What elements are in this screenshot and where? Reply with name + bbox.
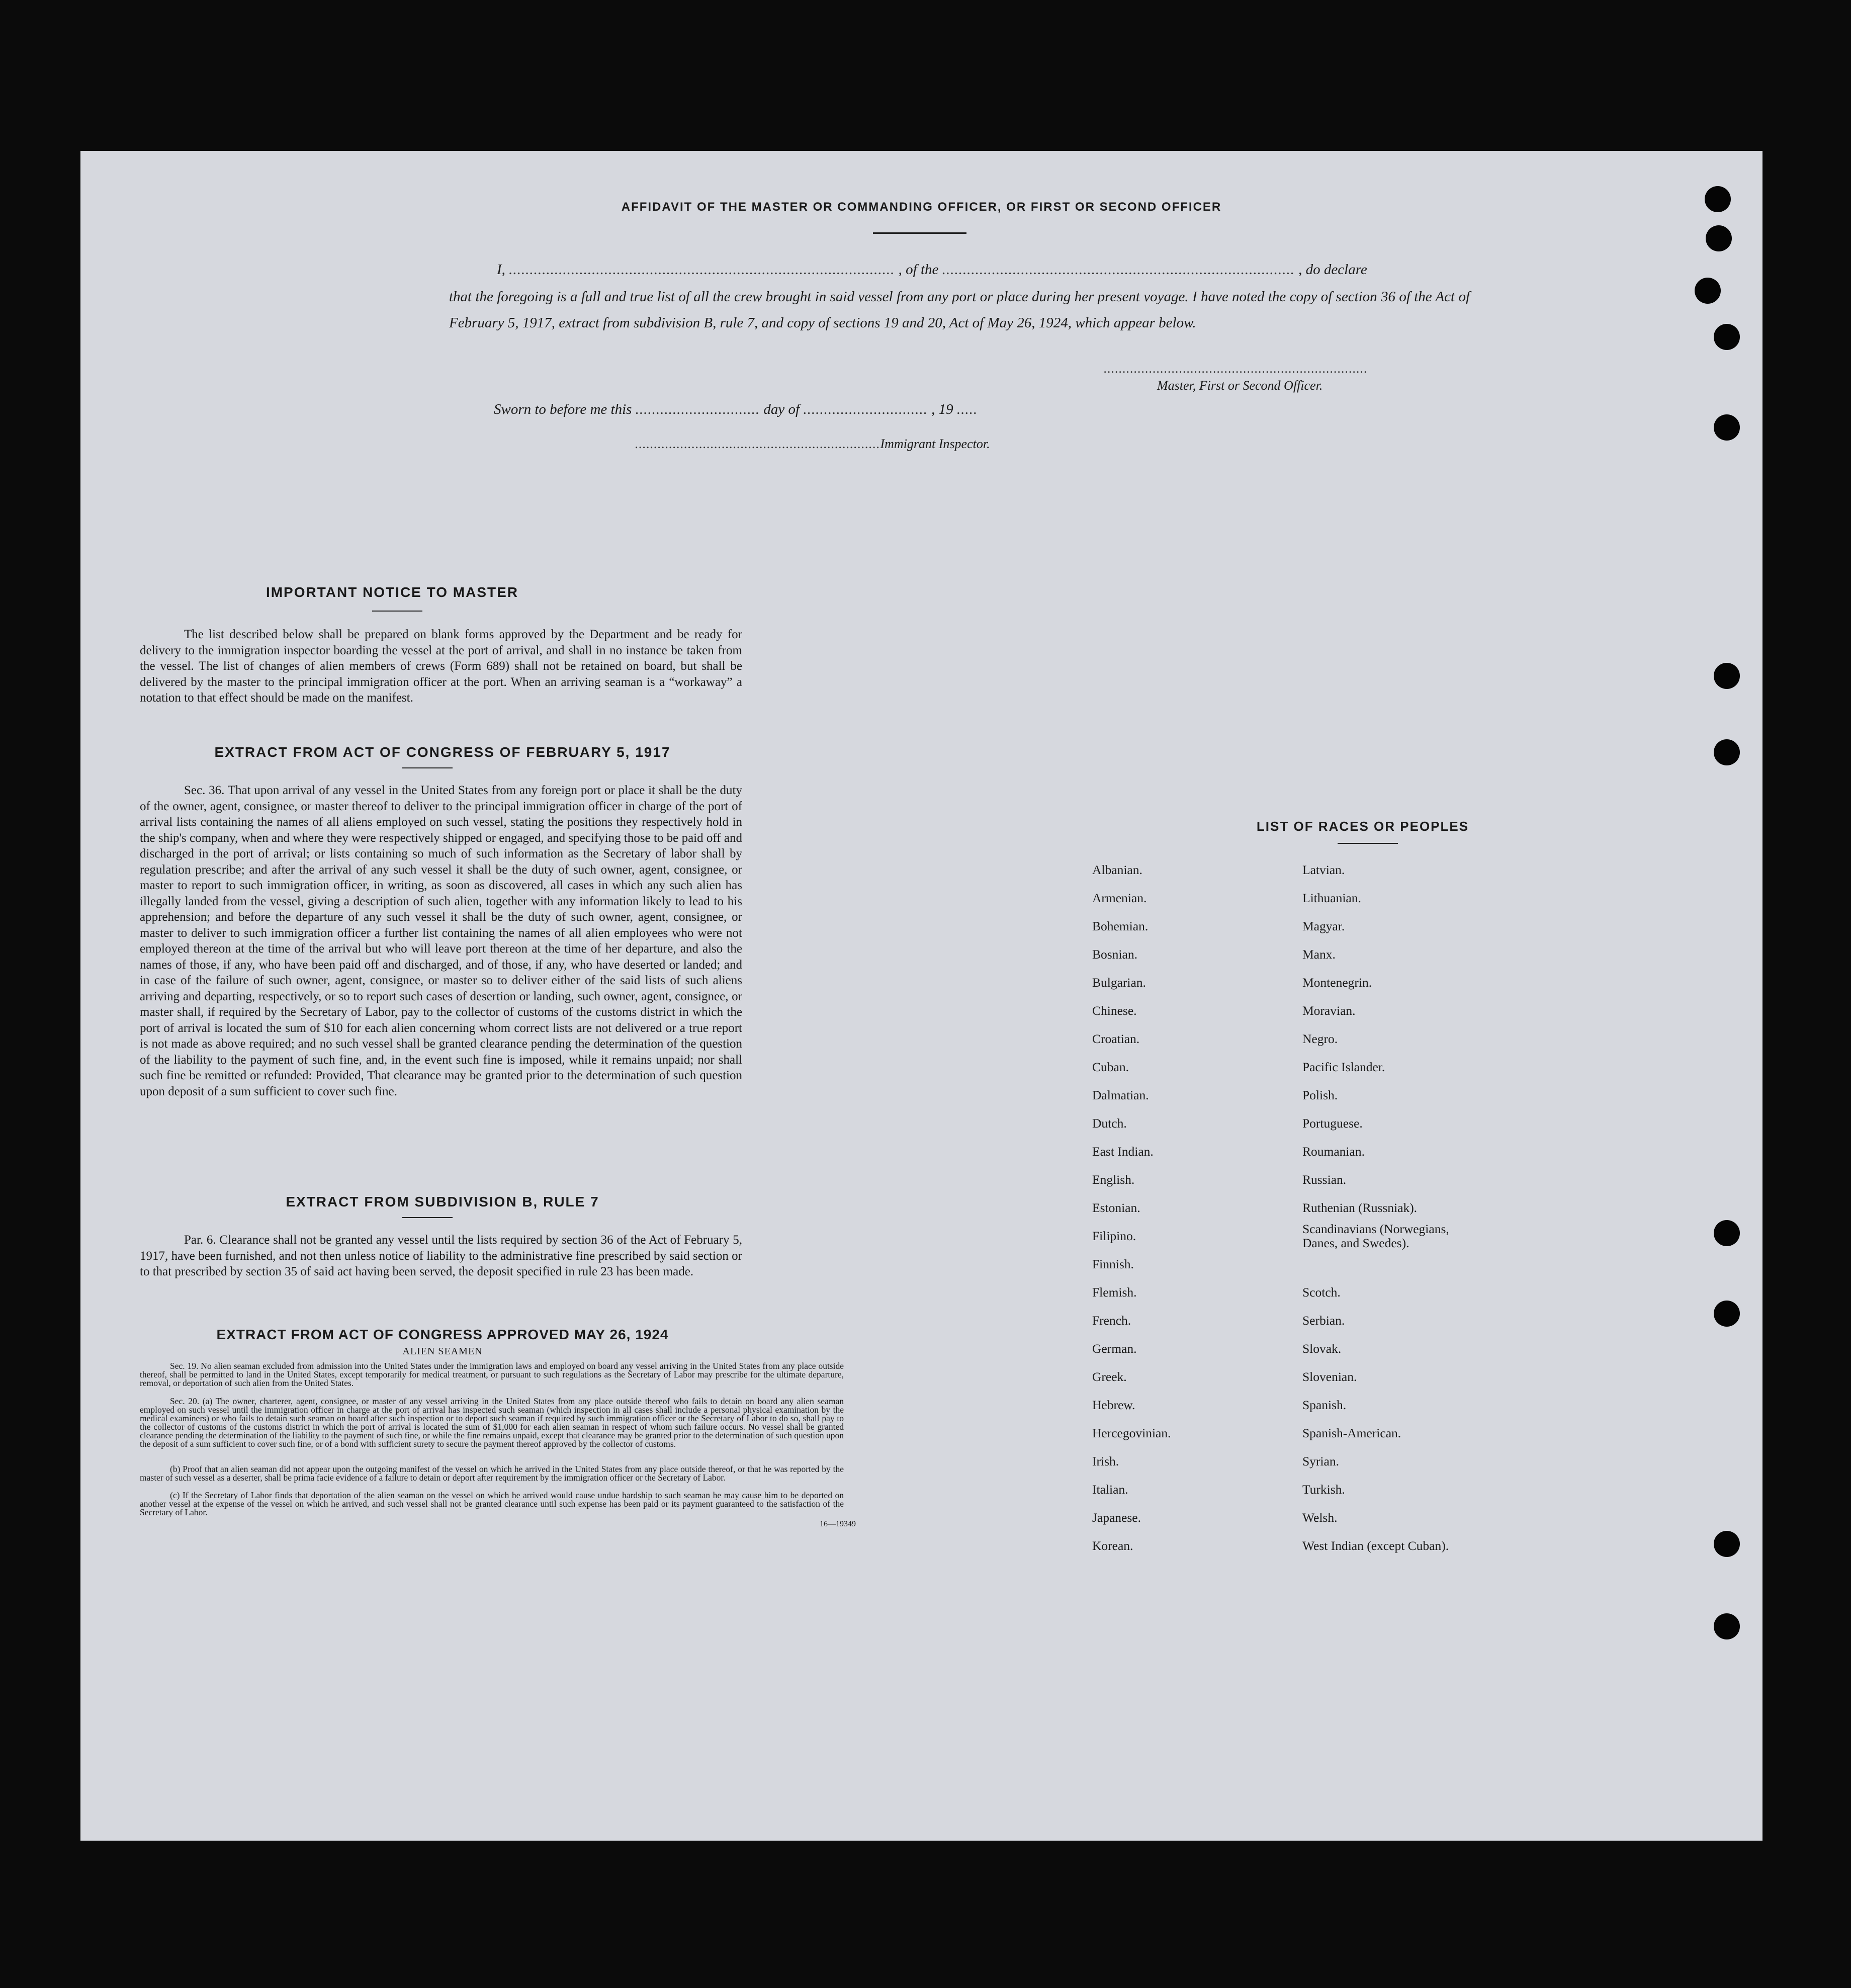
race-item: Latvian. — [1302, 862, 1345, 877]
race-item: Dalmatian. — [1092, 1088, 1149, 1102]
extract-1917-body: Sec. 36. That upon arrival of any vessel in the United States from any foreign port or place it shall be the duty of the owner, agent, consignee, or master thereof to deliver to the principal immigration officer in charge of the port of arrival lists containing the names of all aliens employed on such vessel, stating the positions they respectively hold in the ship's company, when and where they were respectively shipped or engaged, and specifying those to be paid off and discharged in the port of arrival; or lists containing so much of such information as the Secretary of labor shall by regulation prescribe; and after the arrival of any such vessel it shall be the duty of such owner, agent, consignee, or master to report to such immigration officer, in writing, as soon as discovered, all cases in which any such alien has illegally landed from the vessel, giving a description of such alien, together with any information likely to lead to his apprehension; and before the departure of any such vessel it shall be the duty of such owner, agent, consignee, or master to deliver to such immigration officer a further list containing the names of all alien employees who were not employed thereon at the time of the arrival but who will leave port thereon at the time of her departure, and also the names of those, if any, who have been paid off and discharged, and of those, if any, who have deserted or landed; and in case of the failure of such owner, agent, consignee, or master so to deliver either of the said lists of such aliens arriving and departing, respectively, or so to report such cases of desertion or landing, such owner, agent, consignee, or master shall, if required by the Secretary of Labor, pay to the collector of customs of the customs district in which the port of arrival is located the sum of $10 for each alien concerning whom correct lists are not delivered or a true report is not made as above required; and no such vessel shall be granted clearance pending the determination of the question of the liability to the payment of such fine, and, in the event such fine is imposed, while it remains unpaid; nor shall such fine be remitted or refunded: Provided, That clearance may be granted prior to the determination of such question upon deposit of a sum sufficient to cover such fine. — [140, 784, 742, 1098]
race-item: Armenian. — [1092, 891, 1147, 905]
race-item: East Indian. — [1092, 1144, 1154, 1159]
divider — [372, 611, 422, 612]
master-label: Master, First or Second Officer. — [1157, 378, 1323, 393]
race-item: Moravian. — [1302, 1003, 1356, 1018]
race-item: Pacific Islander. — [1302, 1060, 1385, 1074]
affidavit-of-the: , of the — [898, 262, 939, 278]
race-item: Lithuanian. — [1302, 891, 1361, 905]
race-item: Flemish. — [1092, 1285, 1137, 1300]
punch-hole — [1706, 225, 1732, 251]
race-item: Serbian. — [1302, 1313, 1345, 1328]
race-item: Italian. — [1092, 1482, 1128, 1497]
form-page — [80, 151, 1762, 1841]
punch-hole — [1714, 663, 1740, 689]
race-item: Hebrew. — [1092, 1398, 1135, 1412]
sworn-year: , 19 — [931, 401, 953, 417]
punch-hole — [1714, 739, 1740, 765]
punch-hole — [1714, 414, 1740, 441]
race-item: French. — [1092, 1313, 1131, 1328]
sworn-prefix: Sworn to before me this — [494, 401, 632, 417]
race-item: Negro. — [1302, 1031, 1338, 1046]
race-item: Greek. — [1092, 1369, 1127, 1384]
notice-body: The list described below shall be prepared on blank forms approved by the Department and be ready for delivery to the immigration inspector boarding the vessel at the port of arrival, and shall in no instance be taken from the vessel. The list of changes of alien members of crews (Form 689) shall not be retained on board, but shall be delivered by the master to the principal immigration officer at the port. When an arriving seaman is a “workaway” a notation to that effect should be made on the manifest. — [140, 628, 742, 705]
sworn-day: day of — [763, 401, 800, 417]
race-item: Hercegovinian. — [1092, 1426, 1171, 1440]
inspector-line: .................................................................Immigrant Inspector. — [635, 437, 990, 451]
race-item: German. — [1092, 1341, 1137, 1356]
race-item: Dutch. — [1092, 1116, 1127, 1131]
rule7-title: EXTRACT FROM SUBDIVISION B, RULE 7 — [286, 1194, 599, 1209]
extract-1917-title: EXTRACT FROM ACT OF CONGRESS OF FEBRUARY 5, 1917 — [214, 744, 671, 760]
race-item: Spanish. — [1302, 1398, 1347, 1412]
affidavit-do-declare: , do declare — [1298, 262, 1367, 278]
divider — [873, 232, 966, 234]
race-item: Bosnian. — [1092, 947, 1137, 962]
race-item: Japanese. — [1092, 1510, 1141, 1525]
race-item: West Indian (except Cuban). — [1302, 1538, 1449, 1553]
punch-hole — [1714, 1301, 1740, 1327]
master-signature-line: ...................................................................... — [1104, 361, 1368, 376]
sec20b-text: (b) Proof that an alien seaman did not appear upon the outgoing manifest of the vessel on which he arrived in the United States from any place outside thereof, or that he was reported by the master of such vessel as a deserter, shall be prima facie evidence of a failure to detain or deport after requirement by the immigration officer or the Secretary of Labor. — [140, 1464, 844, 1483]
race-item: Cuban. — [1092, 1060, 1129, 1074]
punch-hole — [1714, 1220, 1740, 1246]
extract-1924-subtitle: ALIEN SEAMEN — [402, 1346, 483, 1357]
race-item: Scandinavians (Norwegians, Danes, and Swedes). — [1302, 1222, 1449, 1250]
races-column-2 — [1302, 856, 1483, 1560]
sworn-line: Sworn to before me this .............................. day of .............................. , 19 ..... — [494, 401, 978, 417]
race-item: Croatian. — [1092, 1031, 1140, 1046]
race-item: Korean. — [1092, 1538, 1133, 1553]
race-item: Bulgarian. — [1092, 975, 1146, 990]
affidavit-body: that the foregoing is a full and true list of all the crew brought in said vessel from any port or place during her present voyage. I have noted the copy of section 36 of the Act of February 5, 1917, extract from subdivision B, rule 7, and copy of sections 19 and 20, Act of May 26, 1924, which appear below. — [449, 289, 1470, 331]
race-item: Albanian. — [1092, 862, 1142, 877]
affidavit-first-line — [497, 262, 1367, 278]
divider — [402, 767, 453, 768]
punch-hole — [1714, 324, 1740, 350]
affidavit-title: AFFIDAVIT OF THE MASTER OR COMMANDING OFFICER, OR FIRST OR SECOND OFFICER — [621, 200, 1222, 214]
punch-hole — [1714, 1531, 1740, 1557]
races-title: LIST OF RACES OR PEOPLES — [1256, 819, 1469, 834]
sec20a-text: Sec. 20. (a) The owner, charterer, agent, consignee, or master of any vessel arriving in the United States from any place outside thereof who fails to detain on board any alien seaman employed on such vessel until the immigration officer in charge at the port of arrival has inspected such seaman (which inspection in all cases shall include a personal physical examination by the medical examiners) or who fails to detain such seaman on board after such inspection or to deport such seaman if required by such immigration officer or the Secretary of Labor to do so, shall pay to the collector of customs of the customs district in which the port of arrival is located the sum of $1,000 for each alien seaman in respect of whom such failure occurs. No vessel shall be granted clearance pending the determination of the liability to the payment of such fine, or while the fine remains unpaid, except that clearance may be granted prior to the determination of such question upon the deposit of a sum sufficient to cover such fine, or of a bond with sufficient surety to secure the payment thereof approved by the collector of customs. — [140, 1396, 844, 1449]
races-column-1 — [1092, 856, 1171, 1560]
notice-title: IMPORTANT NOTICE TO MASTER — [266, 584, 519, 600]
race-item: Spanish-American. — [1302, 1426, 1401, 1440]
race-item: Slovak. — [1302, 1341, 1342, 1356]
race-item: Magyar. — [1302, 919, 1345, 933]
race-item: Welsh. — [1302, 1510, 1338, 1525]
race-item: Portuguese. — [1302, 1116, 1363, 1131]
race-item: Syrian. — [1302, 1454, 1339, 1468]
race-item: Ruthenian (Russniak). — [1302, 1200, 1418, 1215]
name-blank: ............................................................................................. — [509, 262, 895, 278]
race-item: Polish. — [1302, 1088, 1338, 1102]
race-item: Manx. — [1302, 947, 1336, 962]
form-number: 16—19349 — [820, 1520, 856, 1528]
divider — [402, 1217, 453, 1218]
affidavit-i: I, — [497, 262, 505, 278]
race-item: Russian. — [1302, 1172, 1347, 1187]
punch-hole — [1695, 278, 1721, 304]
sec20c-text: (c) If the Secretary of Labor finds that deportation of the alien seaman on the vessel on which he arrived would cause undue hardship to such seaman he may cause him to be deported on another vessel at the expense of the vessel on which he arrived, and such vessel shall not be granted clearance until such expense has been paid or its payment guaranteed to the satisfaction of the Secretary of Labor. — [140, 1490, 844, 1517]
punch-hole — [1714, 1613, 1740, 1639]
sec19-text: Sec. 19. No alien seaman excluded from admission into the United States under the immigration laws and employed on board any vessel arriving in the United States from any place outside thereof, shall be permitted to land in the United States, except temporarily for medical treatment, or pursuant to such regulations as the Secretary of Labor may prescribe for the ultimate departure, removal, or deportation of such alien from the United States. — [140, 1361, 844, 1388]
rule7-body: Par. 6. Clearance shall not be granted any vessel until the lists required by section 36 of the Act of February 5, 1917, have been furnished, and not then unless notice of liability to the administrative fine prescribed by said section or to that prescribed by section 35 of said act having been served, the deposit specified in rule 23 has been made. — [140, 1233, 742, 1278]
race-item: Slovenian. — [1302, 1369, 1357, 1384]
inspector-label: Immigrant Inspector. — [880, 437, 990, 451]
race-item: Montenegrin. — [1302, 975, 1372, 990]
extract-1924-title: EXTRACT FROM ACT OF CONGRESS APPROVED MAY 26, 1924 — [216, 1327, 669, 1342]
race-item: Turkish. — [1302, 1482, 1345, 1497]
race-item: Bohemian. — [1092, 919, 1149, 933]
race-item: Irish. — [1092, 1454, 1119, 1468]
race-item: English. — [1092, 1172, 1135, 1187]
race-item: Roumanian. — [1302, 1144, 1365, 1159]
vessel-blank: ..................................................................................... — [942, 262, 1295, 278]
race-item: Finnish. — [1092, 1257, 1134, 1271]
race-item: Filipino. — [1092, 1229, 1136, 1243]
race-item: Scotch. — [1302, 1285, 1341, 1300]
divider — [1338, 843, 1398, 844]
race-item: Chinese. — [1092, 1003, 1137, 1018]
race-item: Estonian. — [1092, 1200, 1140, 1215]
